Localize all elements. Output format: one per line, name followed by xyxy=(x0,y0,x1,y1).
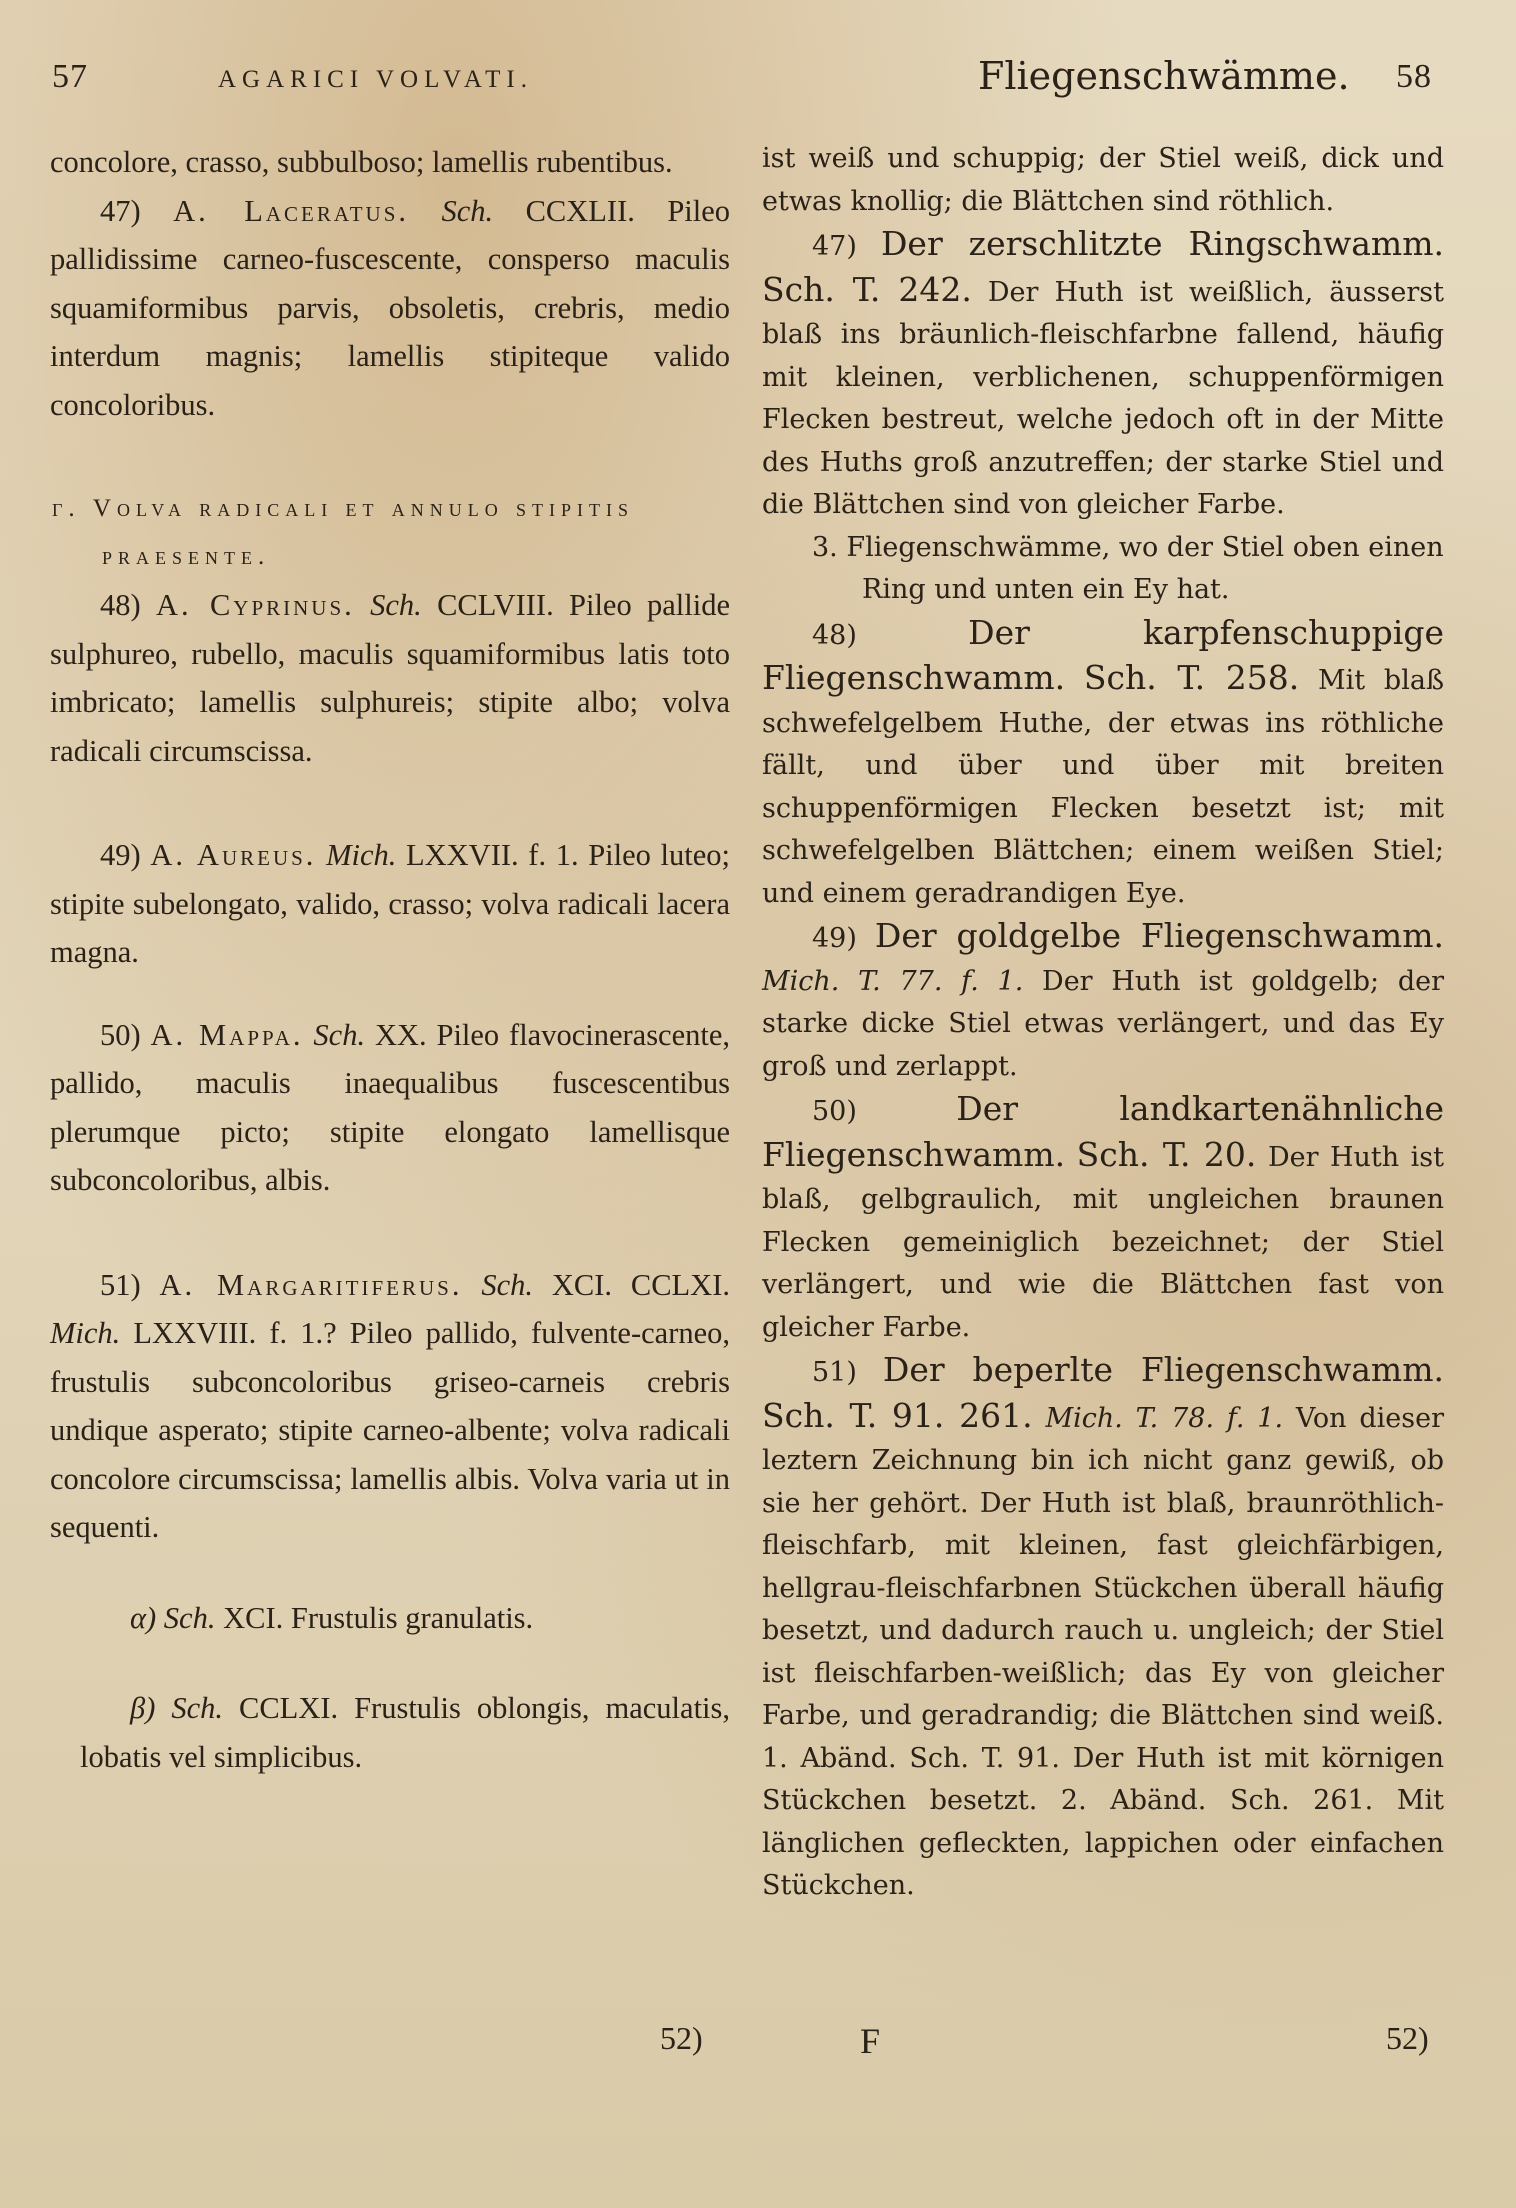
german-section-heading: 3. Fliegenschwämme, wo der Stiel oben einen Ring und unten ein Ey hat. xyxy=(812,531,1444,605)
variety-text: CCLXI. Frustulis oblongis, maculatis, lobatis vel simplicibus. xyxy=(80,1691,731,1774)
latin-column xyxy=(50,138,730,1781)
reference-plate: XX. xyxy=(374,1017,427,1052)
latin-entry-50 xyxy=(50,1011,730,1205)
description: Pileo luteo; stipite subelongato, valido, crasso; volva radicali lacera magna. xyxy=(50,838,731,969)
entry-number: 47) xyxy=(100,193,141,228)
german-entry-51 xyxy=(762,1349,1444,1908)
description: Von dieser leztern Zeichnung bin ich nicht ganz gewiß, ob sie her gehört. Der Huth ist blaß, braunröthlich-fleischfarb, mit kleinen, fast gleichfärbigen, hellgrau-fleischfarbnen Stückchen überall häufig besetzt, und dadurch rauch u. ungleich; der Stiel ist fleischfarben-weißlich; das Ey von gleicher Farbe, und geradrandig; die Blättchen sind weiß. 1. Abänd. Sch. T. 91. Der Huth ist mit körnigen Stückchen besetzt. 2. Abänd. Sch. 261. Mit länglichen gefleckten, lappichen oder einfachen Stückchen. xyxy=(762,1402,1444,1901)
reference: Sch. T. 258. xyxy=(1083,658,1300,697)
reference: Mich. T. 77. f. 1. xyxy=(762,965,1024,997)
reference-author: Sch. xyxy=(481,1267,533,1302)
reference-plate: CCLVIII. xyxy=(437,588,554,622)
german-column xyxy=(762,138,1444,1908)
species-name: A. Margaritiferus. xyxy=(159,1267,463,1302)
reference-author-2: Mich. xyxy=(50,1316,121,1350)
description: Pileo pallido, fulvente-carneo, frustulis subconcoloribus griseo-carneis crebris undique asperato; stipite carneo-albente; volva radicali concolore circumscissa; lamellis albis. Volva varia ut in sequenti. xyxy=(50,1316,731,1544)
reference-plate-2: LXXVIII. f. 1.? xyxy=(133,1316,337,1350)
entry-number: 47) xyxy=(812,231,857,262)
right-page-number: 58 xyxy=(1396,58,1432,95)
variety-text: XCI. Frustulis granulatis. xyxy=(223,1600,534,1635)
reference-author: Sch. xyxy=(171,1691,224,1725)
species-name: Der goldgelbe Fliegenschwamm. xyxy=(874,916,1444,955)
entry-number: 50) xyxy=(812,1096,857,1127)
species-name: Der zerschlitzte Ringschwamm. xyxy=(880,224,1444,263)
reference-author: Sch. xyxy=(313,1017,366,1052)
species-name: A. Mappa. xyxy=(150,1017,304,1052)
description: Der Huth ist weißlich, äusserst blaß ins bräunlich-fleischfarbne fallend, häufig mit kleinen, verblichenen, schuppenförmigen Flecken bestreut, welche jedoch oft in der Mitte des Huths groß anzutreffen; der starke Stiel und die Blättchen sind von gleicher Farbe. xyxy=(762,276,1444,520)
reference-plate: XCI. CCLXI. xyxy=(551,1267,730,1302)
description: Mit blaß schwefelgelbem Huthe, der etwas ins röthliche fällt, und über und über mit breiten schuppenförmigen Flecken besetzt ist; mit schwefelgelben Blättchen; einem weißen Stiel; und einem geradrandigen Eye. xyxy=(762,665,1444,909)
german-entry-47 xyxy=(762,223,1444,527)
latin-entry-51 xyxy=(50,1261,730,1552)
reference-plate: LXXVII. f. 1. xyxy=(406,838,579,872)
latin-section-heading: γ. Volva radicali et annulo stipitis praesente. xyxy=(52,495,634,570)
description: Der Huth ist blaß, gelbgraulich, mit ungleichen braunen Flecken gemeiniglich bezeichnet; der Stiel verlängert, und wie die Blättchen fast von gleicher Farbe. xyxy=(762,1141,1444,1343)
signature-mark: F xyxy=(860,2021,881,2061)
latin-variety-alpha xyxy=(50,1594,730,1643)
description: Pileo pallide sulphureo, rubello, maculis squamiformibus latis toto imbricato; lamellis sulphureis; stipite albo; volva radicali circumscissa. xyxy=(50,588,731,768)
reference-author: Sch. xyxy=(441,193,494,228)
species-name: A. Laceratus. xyxy=(173,193,409,228)
latin-entry-47 xyxy=(50,187,730,430)
species-name: Der landkartenähnliche Fliegenschwamm. xyxy=(762,1089,1444,1174)
german-continuation: ist weiß und schuppig; der Stiel weiß, dick und etwas knollig; die Blättchen sind röthlich. xyxy=(762,143,1444,217)
german-entry-50 xyxy=(762,1088,1444,1349)
latin-continuation: concolore, crasso, subbulboso; lamellis rubentibus. xyxy=(50,145,673,179)
reference: Sch. T. 91. 261. xyxy=(762,1395,1033,1435)
description: Pileo flavocinerascente, pallido, maculis inaequalibus fuscescentibus plerumque picto; stipite elongato lamellisque subconcoloribus, albis. xyxy=(50,1017,731,1197)
reference: Sch. T. 242. xyxy=(762,269,972,309)
entry-number: 49) xyxy=(100,838,141,872)
reference-plate: CCXLII. xyxy=(525,193,635,228)
left-running-title: AGARICI VOLVATI. xyxy=(218,66,534,93)
variety-mark: β) xyxy=(130,1691,156,1725)
left-page-number: 57 xyxy=(52,58,88,95)
reference-author: Sch. xyxy=(370,588,422,622)
reference-author: Sch. xyxy=(163,1600,216,1635)
description: Der Huth ist goldgelb; der starke dicke Stiel etwas verlängert, und das Ey groß und zerlappt. xyxy=(762,965,1444,1082)
entry-number: 49) xyxy=(812,923,857,954)
species-name: A. Cyprinus. xyxy=(155,588,355,622)
entry-number: 48) xyxy=(812,619,857,651)
right-running-title: Fliegenschwämme. xyxy=(978,54,1350,98)
latin-catchword: 52) xyxy=(660,2020,703,2056)
latin-entry-48 xyxy=(50,581,730,775)
reference: Sch. T. 20. xyxy=(1076,1134,1257,1174)
latin-entry-49 xyxy=(50,831,730,977)
species-name: Der karpfenschuppige Fliegenschwamm. xyxy=(762,612,1444,697)
variety-mark: α) xyxy=(130,1600,157,1635)
german-entry-49 xyxy=(762,915,1444,1088)
entry-number: 48) xyxy=(100,588,141,622)
reference-2: Mich. T. 78. f. 1. xyxy=(1045,1402,1284,1434)
reference-author: Mich. xyxy=(326,838,397,872)
latin-variety-beta xyxy=(50,1684,730,1781)
species-name: Der beperlte Fliegenschwamm. xyxy=(882,1350,1444,1389)
entry-number: 50) xyxy=(100,1017,141,1052)
german-catchword: 52) xyxy=(1386,2020,1429,2056)
entry-number: 51) xyxy=(100,1267,141,1302)
german-entry-48 xyxy=(762,612,1444,916)
species-name: A. Aureus. xyxy=(150,838,317,872)
entry-number: 51) xyxy=(812,1357,857,1388)
description: Pileo pallidissime carneo-fuscescente, conspersо maculis squamiformibus parvis, obsoletis, crebris, medio interdum magnis; lamellis stipiteque valido concoloribus. xyxy=(50,193,731,422)
